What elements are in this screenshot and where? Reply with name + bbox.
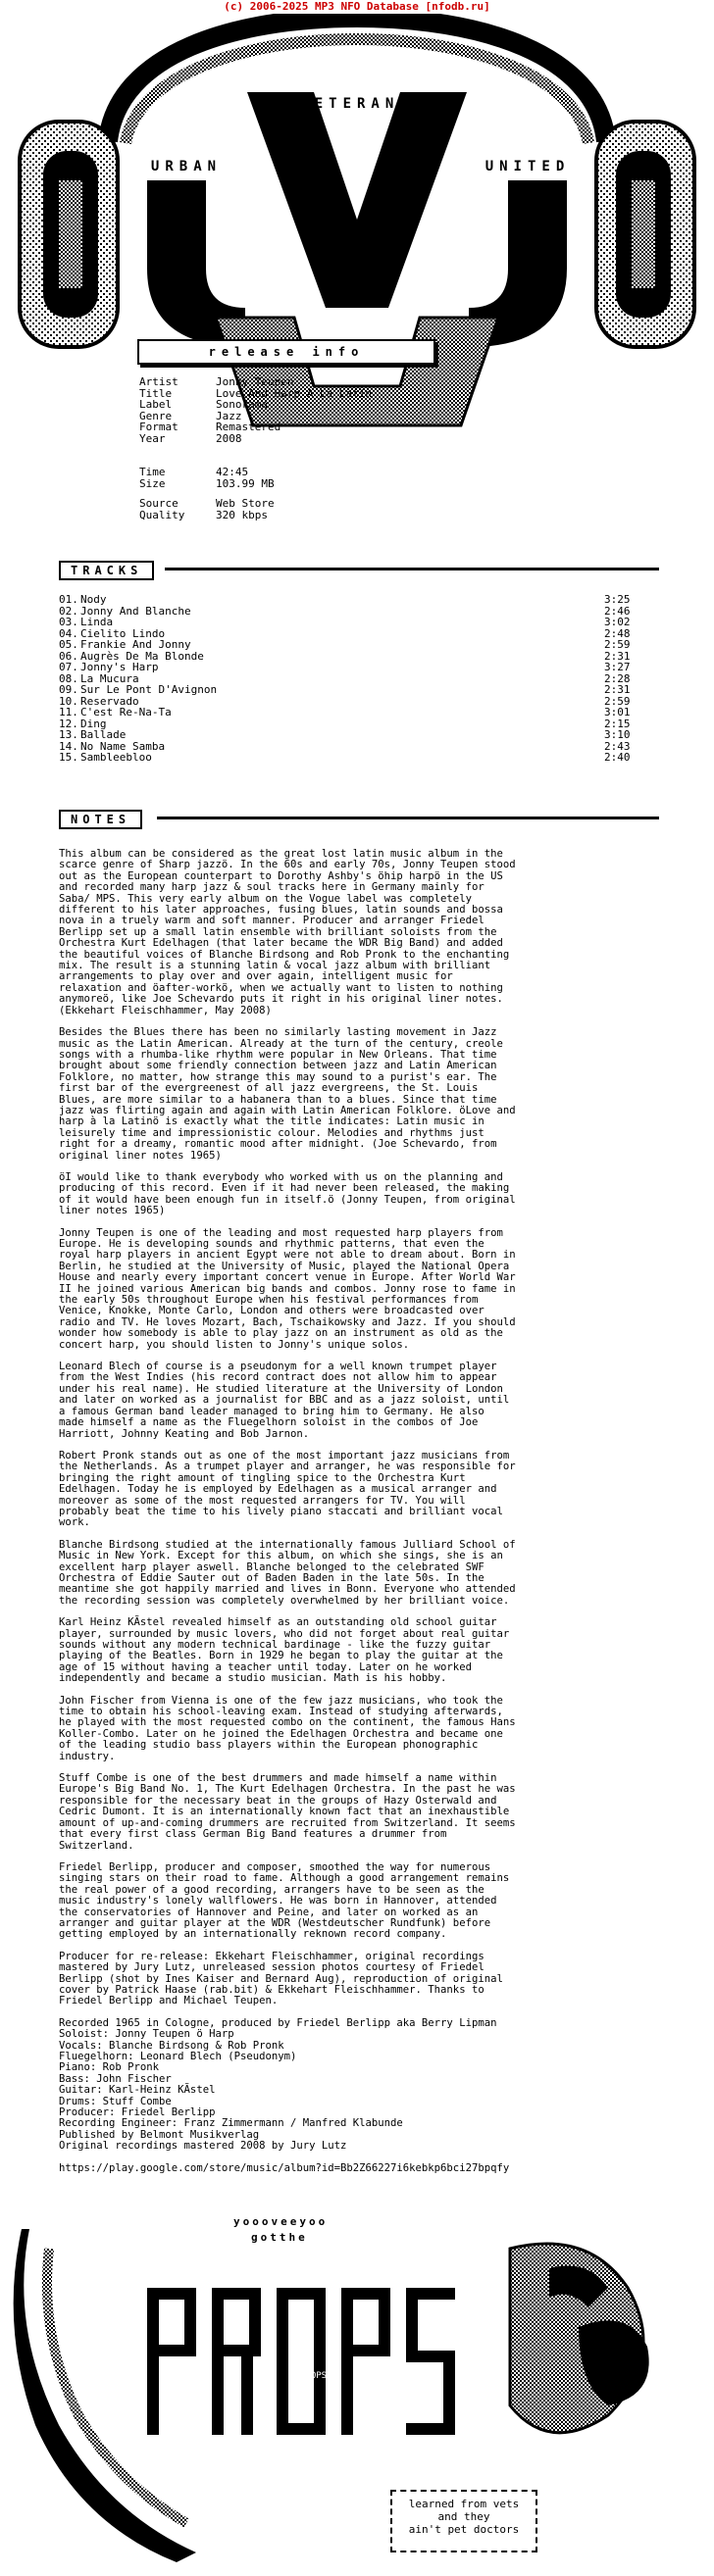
track-number: 13. xyxy=(59,728,78,741)
track-number: 11. xyxy=(59,706,78,718)
notes-body xyxy=(59,849,657,2185)
track-row xyxy=(59,729,638,741)
track-duration: 3:10 xyxy=(604,728,631,741)
info-value: Web Store xyxy=(216,497,275,510)
track-duration: 3:27 xyxy=(604,661,631,673)
info-row xyxy=(139,467,453,478)
track-row xyxy=(59,606,638,618)
track-title: Sambleebloo xyxy=(80,751,152,764)
info-key: Artist xyxy=(139,375,178,388)
track-number: 15. xyxy=(59,751,78,764)
info-key: Year xyxy=(139,431,166,445)
track-title: Sur Le Pont D'Avignon xyxy=(80,683,218,696)
notes-paragraph: Blanche Birdsong studied at the internationally famous Julliard School of Music in New York. Except for this album, on which she sings, she is an excellent harp player aswell. Blanche belonged to the celebrated SWF Orchestra of Eddie Sauter out of Baden Baden in the late 50s. In the meantime she got happily married and lives in Bonn. Everyone who attended the recording session was completely overwhelmed by her brilliant voice. xyxy=(59,1538,516,1607)
info-key: Time xyxy=(139,466,166,478)
notes-paragraph: Leonard Blech of course is a pseudonym for a well known trumpet player from the West Indies (his record contract does not allow him to appear under his real name). He studied literature at the University of London and later on worked as a journalist for BBC and as a jazz soloist, until a famous German band leader managed to bring him to Germany. He also made himself a name as the Fluegelhorn soloist in the combos of Joe Harriott, Johnny Keating and Bob Jarnon. xyxy=(59,1361,510,1440)
track-duration: 2:48 xyxy=(604,626,631,640)
header-art xyxy=(0,14,714,582)
notes-section-header xyxy=(59,810,659,827)
track-title: Jonny's Harp xyxy=(80,661,159,673)
info-row xyxy=(139,411,453,422)
footer-tagline-1: yoooveeyoo xyxy=(233,2215,329,2228)
track-number: 01. xyxy=(59,593,78,606)
info-value: Jazz xyxy=(216,409,242,422)
track-title: No Name Samba xyxy=(80,739,166,753)
footer-quote-line-1: learned from vets xyxy=(408,2498,520,2510)
track-title: Cielito Lindo xyxy=(80,626,166,640)
track-title: Reservado xyxy=(80,694,139,708)
info-row xyxy=(139,433,453,445)
track-duration: 2:59 xyxy=(604,638,631,651)
track-title: Jonny And Blanche xyxy=(80,604,191,618)
release-source xyxy=(139,498,453,520)
track-number: 05. xyxy=(59,638,78,651)
release-info-title-text: release info xyxy=(208,345,365,359)
info-value: 2008 xyxy=(216,431,242,445)
footer-quote-box xyxy=(390,2490,537,2552)
info-value: 42:45 xyxy=(216,466,249,478)
footer-quote-line-2: and they xyxy=(437,2510,490,2523)
footer-quote-line-3: ain't pet doctors xyxy=(408,2523,520,2536)
release-info-title xyxy=(137,339,435,365)
track-number: 02. xyxy=(59,604,78,618)
track-duration: 2:46 xyxy=(604,604,631,618)
track-row xyxy=(59,662,638,673)
track-row xyxy=(59,684,638,696)
info-row xyxy=(139,388,453,400)
info-row xyxy=(139,510,453,521)
track-number: 07. xyxy=(59,661,78,673)
info-key: Quality xyxy=(139,508,185,521)
track-row xyxy=(59,639,638,651)
track-row xyxy=(59,752,638,764)
logo-top-text: VETERANS xyxy=(300,96,414,112)
footer-art xyxy=(0,2209,714,2576)
track-number: 14. xyxy=(59,739,78,753)
info-row xyxy=(139,498,453,510)
track-duration: 2:31 xyxy=(604,649,631,663)
track-duration: 3:02 xyxy=(604,616,631,628)
release-stats xyxy=(139,467,453,489)
track-number: 09. xyxy=(59,683,78,696)
notes-label: NOTES xyxy=(59,810,142,829)
info-value: Jonny Teupen xyxy=(216,375,294,388)
info-key: Genre xyxy=(139,409,173,422)
info-row xyxy=(139,478,453,490)
track-number: 12. xyxy=(59,717,78,730)
info-key: Source xyxy=(139,497,178,510)
info-row xyxy=(139,399,453,411)
track-title: La Mucura xyxy=(80,671,139,685)
store-url[interactable]: https://play.google.com/store/music/album?id=Bb2Z66227i6kebkp6bci27bpqfy xyxy=(59,2161,510,2174)
notes-paragraph: Friedel Berlipp, producer and composer, smoothed the way for numerous singing stars on their road to fame. Although a good arrangement remains the real power of a good recording, arrangers have to be seen as the music industry's lonely wallflowers. He was born in Hannover, attended the conservatories of Hannover and Peine, and later on worked as an arranger and guitar player at the WDR (Westdeutscher Rundfunk) before getting employed by an internationally reknown record company. xyxy=(59,1860,510,1941)
footer-tagline-2: gotthe xyxy=(251,2231,308,2244)
logo-right-text: UNITED xyxy=(484,159,571,174)
track-title: Augrès De Ma Blonde xyxy=(80,649,204,663)
info-value: Sonorama xyxy=(216,398,268,411)
track-duration: 3:25 xyxy=(604,593,631,606)
info-key: Title xyxy=(139,386,173,400)
notes-paragraph: öI would like to thank everybody who worked with us on the planning and producing of this record. Even if it had never been released, the making of it would have been enough fun in itself.ö (Jonny Teupen, from original liner notes 1965) xyxy=(59,1170,516,1217)
track-number: 06. xyxy=(59,649,78,663)
track-duration: 2:15 xyxy=(604,717,631,730)
notes-paragraph: This album can be considered as the great lost latin music album in the scarce genre of Sharp jazzö. In the 60s and early 70s, Jonny Teupen stood out as the European counterpart to Dorothy Ashby's öhip harpö in the US and recorded many harp jazz & soul tracks here in Germany mainly for Saba/ MPS. This very early album on the Vogue label was completely different to his later approaches, fusing blues, latin sounds and bossa nova in a truely warm and soft manner. Producer and arranger Friedel Berlipp set up a small latin ensemble with brilliant soloists from the Orchestra Kurt Edelhagen (that later became the WDR Big Band) and added the beautiful voices of Blanche Birdsong and Rob Pronk to the enchanting mix. The result is a stunning latin & vocal jazz album with brilliant arrangements to play over and over again, intelligent music for relaxation and öafter-workö, when we actually want to listen to nothing anymoreö, like Joe Schevardo puts it right in his original liner notes. (Ekkehart Fleischhammer, May 2008) xyxy=(59,848,516,1016)
logo-left-text: URBAN xyxy=(150,159,223,174)
track-row xyxy=(59,594,638,606)
info-value: Love And Harp A La Latin xyxy=(216,386,372,400)
track-title: Ding xyxy=(80,717,107,730)
info-key: Size xyxy=(139,476,166,490)
track-number: 04. xyxy=(59,626,78,640)
track-title: Ballade xyxy=(80,728,127,741)
notes-paragraph: Producer for re-release: Ekkehart Fleischhammer, original recordings mastered by Jury Lutz, unreleased session photos courtesy of Friedel Berlipp (shot by Ines Kaiser and Bernard Aug), reproduction of original cover by Patrick Haase (rab.bit) & Ekkehart Fleischhammer. Thanks to Friedel Berlipp and Michael Teupen. xyxy=(59,1950,503,2007)
info-row xyxy=(139,421,453,433)
track-row xyxy=(59,707,638,718)
footer-logo-text: PROPS xyxy=(300,2371,328,2381)
track-duration: 2:28 xyxy=(604,671,631,685)
track-list xyxy=(59,594,638,764)
info-key: Label xyxy=(139,398,173,411)
info-value: 320 kbps xyxy=(216,508,268,521)
track-duration: 2:31 xyxy=(604,683,631,696)
copyright-banner: (c) 2006-2025 MP3 NFO Database [nfodb.ru] xyxy=(224,0,490,13)
track-title: Nody xyxy=(80,593,107,606)
release-fields xyxy=(139,376,453,444)
info-value: Remastered xyxy=(216,421,281,433)
track-duration: 2:59 xyxy=(604,694,631,708)
tracks-section-header xyxy=(59,561,659,578)
track-duration: 2:43 xyxy=(604,739,631,753)
notes-paragraph: Stuff Combe is one of the best drummers and made himself a name within Europe's Big Band No. 1, The Kurt Edelhagen Orchestra. In the past he was responsible for the necessary beat in the groups of Hazy Osterwald and Cedric Dumont. It is an internationally known fact that an inexhaustible amount of up-and-coming drummers are recruited from Switzerland. It seems that every first class German Big Band features a drummer from Switzerland. xyxy=(59,1772,516,1852)
notes-paragraph: Robert Pronk stands out as one of the most important jazz musicians from the Netherlands. As a trumpet player and arranger, he was responsible for bringing the right amount of tingling spice to the Orchestra Kurt Edelhagen. Today he is employed by Edelhagen as a musical arranger and moreover as some of the most requested arrangers for TV. You will probably beat the time to his lively piano staccati and brilliant vocal work. xyxy=(59,1449,516,1529)
notes-paragraph: Besides the Blues there has been no similarly lasting movement in Jazz music as the Latin American. Already at the turn of the century, creole songs with a rhumba-like rhythm were popular in New Orleans. That time brought about some friendly connection between jazz and Latin American Folklore, no matter, how strange this may sound to a purist's ear. The first bar of the evergreenest of all jazz evergreens, the St. Louis Blues, are more similar to a habanera than to a blues. Since that time jazz was flirting again and again with Latin American Folklore. öLove and harp à la Latinö is exactly what the title indicates: Latin music in leisurely time and impressionistic colour. Melodies and rhythms just right for a dreamy, romantic mood after midnight. (Joe Schevardo, from original liner notes 1965) xyxy=(59,1026,516,1162)
track-title: Linda xyxy=(80,616,114,628)
info-key: Format xyxy=(139,421,178,433)
track-number: 10. xyxy=(59,694,78,708)
notes-paragraph: Jonny Teupen is one of the leading and most requested harp players from Europe. He is developing sounds and rhythmic patterns, that even the royal harp players in ancient Egypt were not able to dream about. Born in Berlin, he studied at the University of Music, played the National Opera House and nearly every important concert venue in Europe. After World War II he joined various American big bands and combos. Jonny rose to fame in the early 50s throughout Europe when his festival performances from Venice, Knokke, Monte Carlo, London and others were broadcasted over radio and TV. He loves Mozart, Bach, Tschaikowsky and Jazz. If you should wonder how somebody is able to play jazz on an instrument as old as the concert harp, you should listen to Jonny's unique solos. xyxy=(59,1226,516,1351)
track-number: 03. xyxy=(59,616,78,628)
track-title: Frankie And Jonny xyxy=(80,638,191,651)
track-row xyxy=(59,718,638,730)
track-duration: 2:40 xyxy=(604,751,631,764)
track-duration: 3:01 xyxy=(604,706,631,718)
notes-paragraph: Karl Heinz KÃstel revealed himself as an outstanding old school guitar player, surrounded by music lovers, who did not forget about real guitar sounds without any modern technical bardinage - like the fuzzy guitar playing of the Beatles. Born in 1929 he began to play the guitar at the age of 15 without having a teacher until today. Later on he worked independently and became a studio musician. Math is his hobby. xyxy=(59,1616,510,1685)
info-value: 103.99 MB xyxy=(216,476,275,490)
track-row xyxy=(59,617,638,628)
notes-paragraph: John Fischer from Vienna is one of the few jazz musicians, who took the time to obtain his school-leaving exam. Instead of studying afterwards, he played with the most requested combo on the continent, the famous Hans Koller-Combo. Later on he joined the Edelhagen Orchestra and became one of the leading studio bass players within the European phonographic industry. xyxy=(59,1694,516,1762)
credits-block: Recorded 1965 in Cologne, produced by Friedel Berlipp aka Berry Lipman Soloist: Jonny Teupen ö Harp Vocals: Blanche Birdsong & Rob Pronk Fluegelhorn: Leonard Blech (Pseudonym) Piano: Rob Pronk Bass: John Fischer Guitar: Karl-Heinz KÃstel Drums: Stuff Combe Producer: Friedel Berlipp Recording Engineer: Franz Zimmermann / Manfred Klabunde Published by Belmont Musikverlag Original recordings mastered 2008 by Jury Lutz xyxy=(59,2016,497,2153)
tracks-label: TRACKS xyxy=(59,561,154,580)
track-title: C'est Re-Na-Ta xyxy=(80,706,172,718)
track-number: 08. xyxy=(59,671,78,685)
info-row xyxy=(139,376,453,388)
